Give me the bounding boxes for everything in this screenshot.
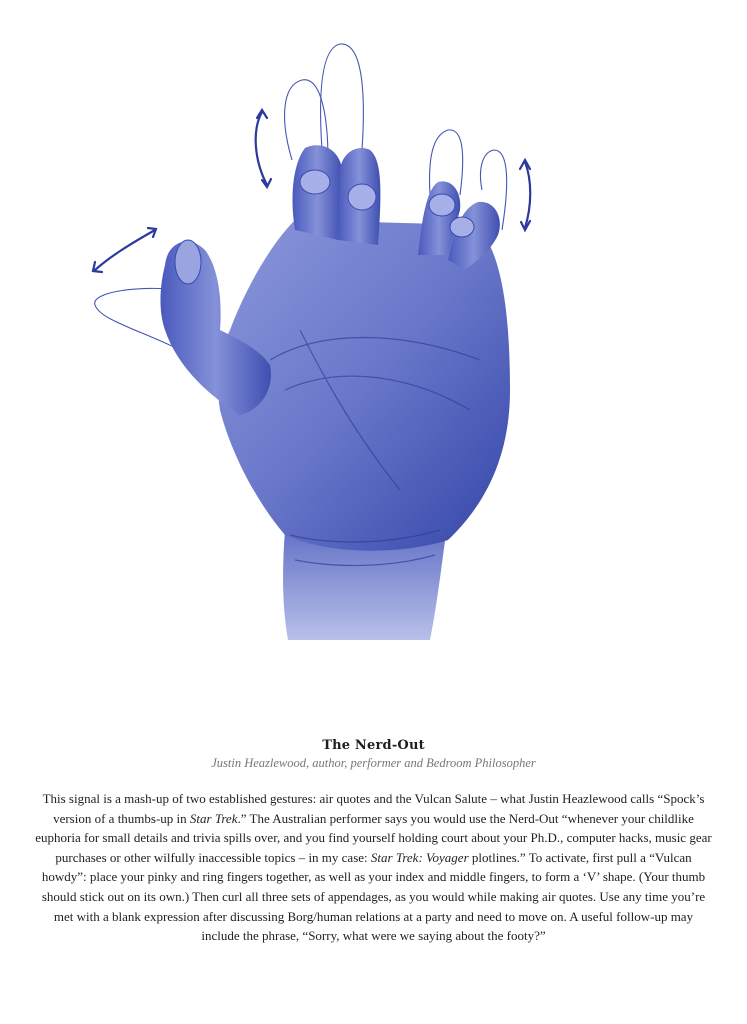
body-segment-1: This signal is a mash-up of two established gestures: air quotes and the Vulcan Salute – what Justin Heazlewood calls “Spock’s version of a thumbs-up in — [42, 791, 705, 826]
article-title: The Nerd-Out — [322, 738, 425, 753]
article-subtitle: Justin Heazlewood, author, performer and Bedroom Philosopher — [211, 756, 536, 770]
article-body — [30, 789, 717, 946]
body-segment-3: plotlines.” To activate, first pull a “Vulcan howdy”: place your pinky and ring fingers together, as well as your index and middle fingers, to form a ‘V’ shape. (Your thumb should stick out on its own.) Then curl all three sets of appendages, as you would while making air quotes. Use any time you’re met with a blank expression after discussing Borg/human relations at a party and need to move on. A useful follow-up may include the phrase, “Sorry, what were we saying about the footy?” — [41, 849, 706, 944]
body-emphasis-voyager: Star Trek: Voyager — [370, 849, 469, 865]
hand-gesture-icon — [70, 30, 630, 660]
body-emphasis-star-trek: Star Trek — [189, 810, 238, 826]
hand-illustration — [70, 30, 630, 660]
caption-block — [30, 738, 717, 946]
body-segment-2: .” The Australian performer says you would use the Nerd-Out “whenever your childlike euphoria for small details and trivia spills over, and you find yourself holding court about your Ph.D., computer hacks, music gear purchases or other wilfully inaccessible topics – in my case: — [35, 810, 712, 865]
